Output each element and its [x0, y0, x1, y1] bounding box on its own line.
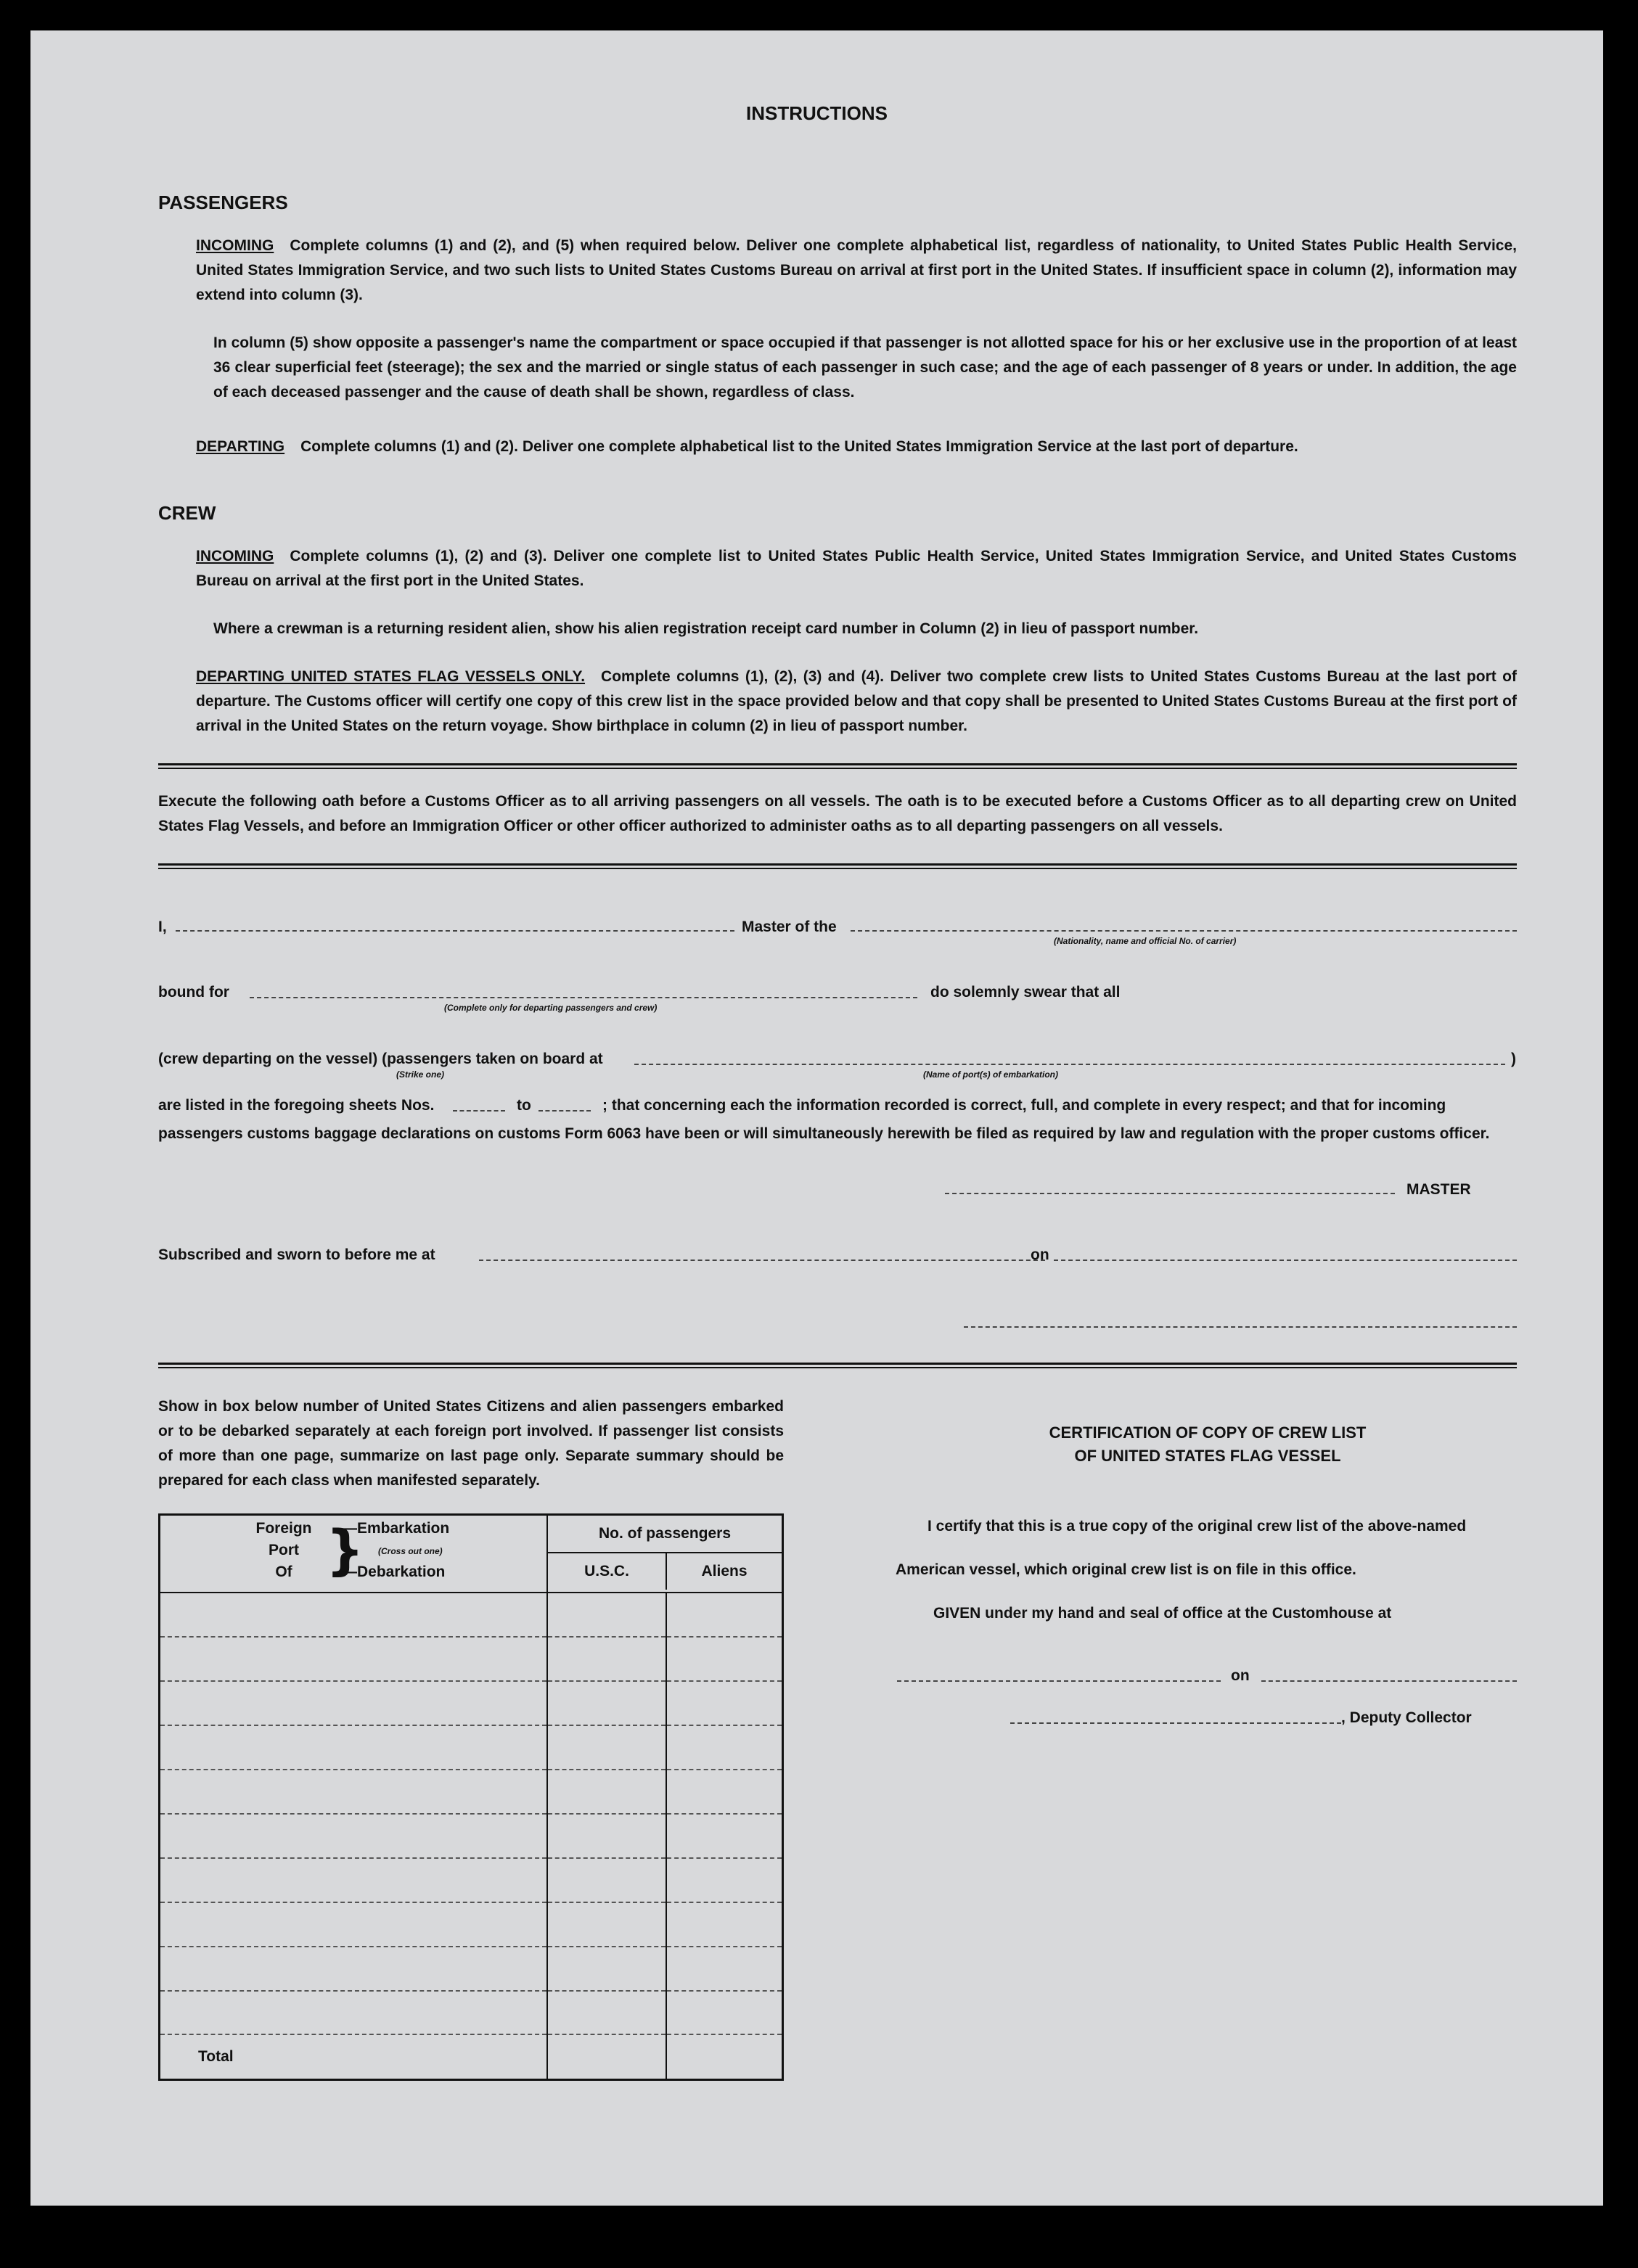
- carrier-field[interactable]: [851, 930, 1517, 932]
- aliens-label: Aliens: [666, 1553, 782, 1590]
- listed-text: ; that concerning each the information recorded is correct, full, and complete in every respect; and that for incoming: [602, 1097, 1446, 1114]
- of-label: Of: [275, 1564, 292, 1580]
- port-embarkation-field[interactable]: [634, 1064, 1505, 1065]
- divider: [158, 863, 1517, 869]
- total-row: [160, 2034, 783, 2079]
- summary-row[interactable]: [160, 1902, 783, 1947]
- debarkation-label: —Debarkation: [342, 1564, 446, 1580]
- no-of-passengers-label: No. of passengers: [548, 1516, 782, 1553]
- crew-resident-paragraph: Where a crewman is a returning resident alien, show his alien registration receipt card number in Column (2) in lieu of passport number.: [213, 620, 1199, 637]
- passengers-incoming-paragraph: [196, 234, 1517, 308]
- customhouse-place-field[interactable]: [897, 1680, 1221, 1682]
- officer-signature-field[interactable]: [964, 1326, 1517, 1328]
- swear-label: do solemnly swear that all: [930, 984, 1121, 1001]
- passengers-heading: PASSENGERS: [158, 192, 288, 213]
- crew-heading: CREW: [158, 502, 216, 524]
- bound-for-field[interactable]: [250, 997, 917, 998]
- crew-departing-paragraph: [196, 665, 1517, 739]
- port-note: (Name of port(s) of embarkation): [923, 1069, 1059, 1080]
- summary-row[interactable]: [160, 1681, 783, 1725]
- master-name-field[interactable]: [176, 930, 734, 932]
- passengers-departing-label: DEPARTING: [196, 438, 285, 455]
- sworn-place-field[interactable]: [479, 1260, 1045, 1261]
- certify-text-2: American vessel, which original crew list is on file in this office.: [896, 1561, 1356, 1578]
- foreign-label: Foreign: [255, 1520, 312, 1537]
- listed-label: are listed in the foregoing sheets Nos.: [158, 1097, 435, 1114]
- certify-text-1: I certify that this is a true copy of the original crew list of the above-named: [927, 1518, 1467, 1534]
- passengers-header: [547, 1515, 783, 1593]
- summary-row[interactable]: [160, 1858, 783, 1902]
- bound-note: (Complete only for departing passengers and crew): [444, 1003, 658, 1013]
- deputy-signature-field[interactable]: [1010, 1722, 1341, 1724]
- crew-departing-text: Complete columns (1), (2), (3) and (4). Deliver two complete crew lists to United States Customs Bureau at the last port of departure. The Customs officer will certify one copy of this crew list in the space provided below and that copy shall be presented to United States Customs Bureau at the first port of arrival in the United States on the return voyage. Show birthplace in column (2) in lieu of passport number.: [196, 668, 1517, 734]
- crew-departing-label: (crew departing on the vessel) (passengers taken on board at: [158, 1051, 603, 1067]
- subscribed-label: Subscribed and sworn to before me at: [158, 1246, 435, 1263]
- passengers-column5-paragraph: In column (5) show opposite a passenger's name the compartment or space occupied if that passenger is not allotted space for his or her exclusive use in the proportion of at least 36 clear superficial feet (steerage); the sex and the married or single status of each passenger in such case; and the age of each passenger of 8 years or under. In addition, the age of each deceased passenger and the cause of death shall be shown, regardless of class.: [213, 334, 1517, 400]
- crew-departing-label: DEPARTING UNITED STATES FLAG VESSELS ONLY.: [196, 668, 586, 685]
- summary-instructions: Show in box below number of United States Citizens and alien passengers embarked or to be debarked separately at each foreign port involved. If passenger list consists of more than one page, summarize on last page only. Separate summary should be prepared for each class when manifested separately.: [158, 1398, 784, 1489]
- port-header: [160, 1515, 548, 1593]
- crew-incoming-paragraph: [196, 544, 1517, 593]
- certification-title-2: OF UNITED STATES FLAG VESSEL: [1074, 1447, 1341, 1465]
- passengers-departing-text: Complete columns (1) and (2). Deliver one complete alphabetical list to the United States Immigration Service at the last port of departure.: [300, 438, 1298, 455]
- embarkation-label: —Embarkation: [342, 1520, 450, 1537]
- total-label: Total: [198, 2048, 234, 2066]
- sworn-date-field[interactable]: [1054, 1260, 1517, 1261]
- passengers-departing-paragraph: [196, 435, 1517, 459]
- summary-row[interactable]: [160, 1991, 783, 2035]
- close-paren: ): [1511, 1051, 1516, 1067]
- master-of-the-label: Master of the: [742, 919, 837, 935]
- given-text: GIVEN under my hand and seal of office at the Customhouse at: [933, 1605, 1392, 1622]
- sheet-to-field[interactable]: [539, 1110, 591, 1112]
- passenger-summary-table: [158, 1513, 784, 2081]
- master-label: MASTER: [1406, 1181, 1471, 1198]
- oath-intro: Execute the following oath before a Customs Officer as to all arriving passengers on all vessels. The oath is to be executed before a Customs Officer as to all departing crew on United States Flag Vessels, and before an Immigration Officer or other officer authorized to administer oaths as to all departing passengers on all vessels.: [158, 793, 1517, 834]
- summary-row[interactable]: [160, 1637, 783, 1681]
- carrier-note: (Nationality, name and official No. of carrier): [1054, 936, 1237, 946]
- bound-for-label: bound for: [158, 984, 229, 1001]
- port-label: Port: [269, 1542, 299, 1558]
- sworn-on-label: on: [1031, 1246, 1049, 1263]
- listed-to-label: to: [517, 1097, 531, 1114]
- master-signature-field[interactable]: [945, 1193, 1395, 1194]
- deputy-collector-label: , Deputy Collector: [1341, 1709, 1472, 1726]
- baggage-declaration-text: passengers customs baggage declarations on customs Form 6063 have been or will simultaneously herewith be filed as required by law and regulation with the proper customs officer.: [158, 1125, 1490, 1142]
- given-on-label: on: [1231, 1667, 1250, 1684]
- passengers-incoming-label: INCOMING: [196, 237, 274, 254]
- sheet-from-field[interactable]: [453, 1110, 505, 1112]
- cross-out-note: (Cross out one): [378, 1546, 443, 1556]
- form-page: [30, 30, 1603, 2206]
- summary-row[interactable]: [160, 1593, 783, 1637]
- summary-row[interactable]: [160, 1725, 783, 1770]
- summary-row[interactable]: [160, 1947, 783, 1991]
- passengers-incoming-text: Complete columns (1) and (2), and (5) when required below. Deliver one complete alphabetical list, regardless of nationality, to United States Public Health Service, United States Immigration Service, and two such lists to United States Customs Bureau on arrival at first port in the United States. If insufficient space in column (2), information may extend into column (3).: [196, 237, 1517, 303]
- divider: [158, 1363, 1517, 1368]
- crew-incoming-text: Complete columns (1), (2) and (3). Deliver one complete list to United States Public Health Service, United States Immigration Service, and United States Customs Bureau on arrival at the first port in the United States.: [196, 548, 1517, 589]
- given-date-field[interactable]: [1261, 1680, 1517, 1682]
- brace-icon: }: [326, 1519, 364, 1582]
- oath-i-label: I,: [158, 919, 167, 935]
- summary-row[interactable]: [160, 1770, 783, 1814]
- summary-row[interactable]: [160, 1814, 783, 1858]
- certification-title-1: CERTIFICATION OF COPY OF CREW LIST: [1049, 1423, 1367, 1442]
- usc-label: U.S.C.: [584, 1563, 629, 1579]
- divider: [158, 763, 1517, 769]
- page-title: INSTRUCTIONS: [746, 102, 888, 124]
- crew-incoming-label: INCOMING: [196, 548, 274, 564]
- strike-one-note: (Strike one): [396, 1069, 445, 1080]
